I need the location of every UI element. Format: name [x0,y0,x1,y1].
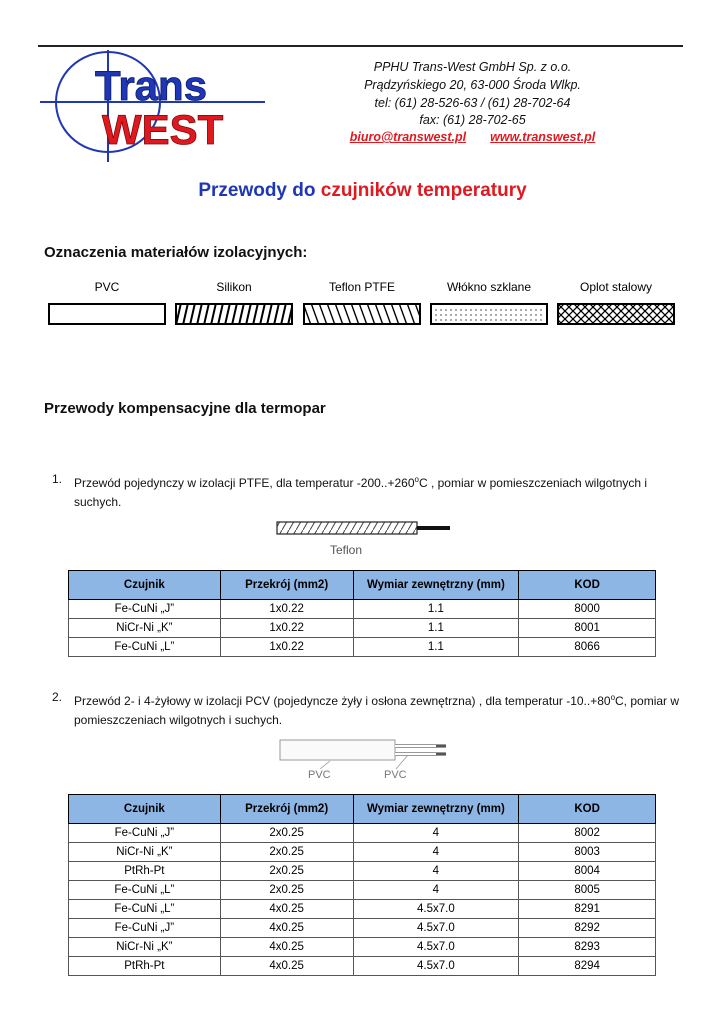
material-swatch-glass-fiber [430,303,548,325]
material-label-glass-fiber: Włókno szklane [446,280,532,294]
cell: Fe-CuNi „J” [69,824,221,843]
list-item-2 [52,688,692,728]
cell: 4 [353,843,519,862]
cell: 4x0.25 [220,900,353,919]
logo-west-text: WEST [102,106,224,153]
header-rule [38,45,683,47]
table-row [69,900,656,919]
cell: 8066 [519,638,656,657]
cell: NiCr-Ni „K” [69,843,221,862]
company-tel: tel: (61) 28-526-63 / (61) 28-702-64 [374,96,571,110]
cell: 4.5x7.0 [353,900,519,919]
cell: 8294 [519,957,656,976]
cell: 1x0.22 [220,600,353,619]
company-fax: fax: (61) 28-702-65 [419,113,526,127]
table-single-core [68,570,656,657]
header-wymiar: Wymiar zewnętrzny (mm) [353,571,519,600]
cell: 4x0.25 [220,957,353,976]
table-row [69,862,656,881]
material-label-pvc: PVC [94,280,120,294]
table-row [69,619,656,638]
material-swatch-pvc [48,303,166,325]
page-title [0,180,725,202]
cell: 2x0.25 [220,862,353,881]
cell: 4 [353,881,519,900]
cell: Fe-CuNi „J” [69,600,221,619]
cell: 4.5x7.0 [353,919,519,938]
cell: 4.5x7.0 [353,938,519,957]
contact-links [330,130,615,144]
company-name: PPHU Trans-West GmbH Sp. z o.o. [373,60,572,74]
list-item-2-number: 2. [52,690,63,704]
cell: 4 [353,824,519,843]
pvc-diagram-label-2: PVC [384,769,407,781]
pvc-cable-diagram [278,736,453,782]
website-link[interactable]: www.transwest.pl [490,130,596,144]
header-przekroj: Przekrój (mm2) [220,795,353,824]
list-item-1-number: 1. [52,472,63,486]
cell: Fe-CuNi „L” [69,881,221,900]
cell: 2x0.25 [220,824,353,843]
logo-trans-text: Trans [95,62,208,109]
table-multi-core [68,794,656,976]
compensation-heading: Przewody kompensacyjne dla termopar [44,400,326,417]
material-label-teflon: Teflon PTFE [328,280,396,294]
trans-west-logo [40,50,265,162]
table-header-row [69,795,656,824]
material-swatch-steel-braid [557,303,675,325]
cell: Fe-CuNi „J” [69,919,221,938]
table-row [69,843,656,862]
cell: 8291 [519,900,656,919]
cell: NiCr-Ni „K” [69,619,221,638]
table-row [69,957,656,976]
header-czujnik: Czujnik [69,571,221,600]
material-swatch-silikon [175,303,293,325]
title-part2: czujników temperatury [320,180,527,201]
cell: 1.1 [353,600,519,619]
header-przekroj: Przekrój (mm2) [220,571,353,600]
table-row [69,881,656,900]
cell: 8003 [519,843,656,862]
list-item-1-text: Przewód pojedynczy w izolacji PTFE, dla temperatur $-200..+260^oC$ , pomiar w pomieszczeniach wilgotnych i suchych. [74,475,648,509]
teflon-diagram-label: Teflon [330,543,363,557]
table-row [69,938,656,957]
materials-heading: Oznaczenia materiałów izolacyjnych: [44,244,308,261]
cell: 8001 [519,619,656,638]
cell: 8000 [519,600,656,619]
email-link[interactable]: biuro@transwest.pl [349,130,467,144]
cell: 8293 [519,938,656,957]
header-czujnik: Czujnik [69,795,221,824]
cell: 8002 [519,824,656,843]
company-address: Prądzyńskiego 20, 63-000 Środa Wlkp. [364,78,581,92]
title-part1: Przewody do [198,180,316,201]
material-label-silikon: Silikon [216,280,252,294]
cell: PtRh-Pt [69,862,221,881]
cell: NiCr-Ni „K” [69,938,221,957]
cell: 1x0.22 [220,638,353,657]
cell: 4 [353,862,519,881]
cell: 1.1 [353,619,519,638]
table-header-row [69,571,656,600]
cell: 8005 [519,881,656,900]
cell: 1x0.22 [220,619,353,638]
list-item-1 [52,470,692,510]
cell: 2x0.25 [220,881,353,900]
teflon-cable-diagram [275,518,455,560]
pvc-diagram-label-1: PVC [308,769,331,781]
table-row [69,600,656,619]
table-row [69,638,656,657]
cell: PtRh-Pt [69,957,221,976]
material-label-steel-braid: Oplot stalowy [579,280,653,294]
cell: 8004 [519,862,656,881]
header-kod: KOD [519,795,656,824]
header-wymiar: Wymiar zewnętrzny (mm) [353,795,519,824]
table-row [69,824,656,843]
material-swatch-teflon [303,303,421,325]
cell: Fe-CuNi „L” [69,638,221,657]
cell: 2x0.25 [220,843,353,862]
list-item-2-text: Przewód 2- i 4-żyłowy w izolacji PCV (pojedyncze żyły i osłona zewnętrzna) , dla temperatur $-10..+80^oC$, pomiar w pomieszczeniach wilgotnych i suchych. [74,693,680,727]
cell: 4x0.25 [220,919,353,938]
cell: Fe-CuNi „L” [69,900,221,919]
cell: 8292 [519,919,656,938]
cell: 4.5x7.0 [353,957,519,976]
table-row [69,919,656,938]
cell: 1.1 [353,638,519,657]
cell: 4x0.25 [220,938,353,957]
header-kod: KOD [519,571,656,600]
